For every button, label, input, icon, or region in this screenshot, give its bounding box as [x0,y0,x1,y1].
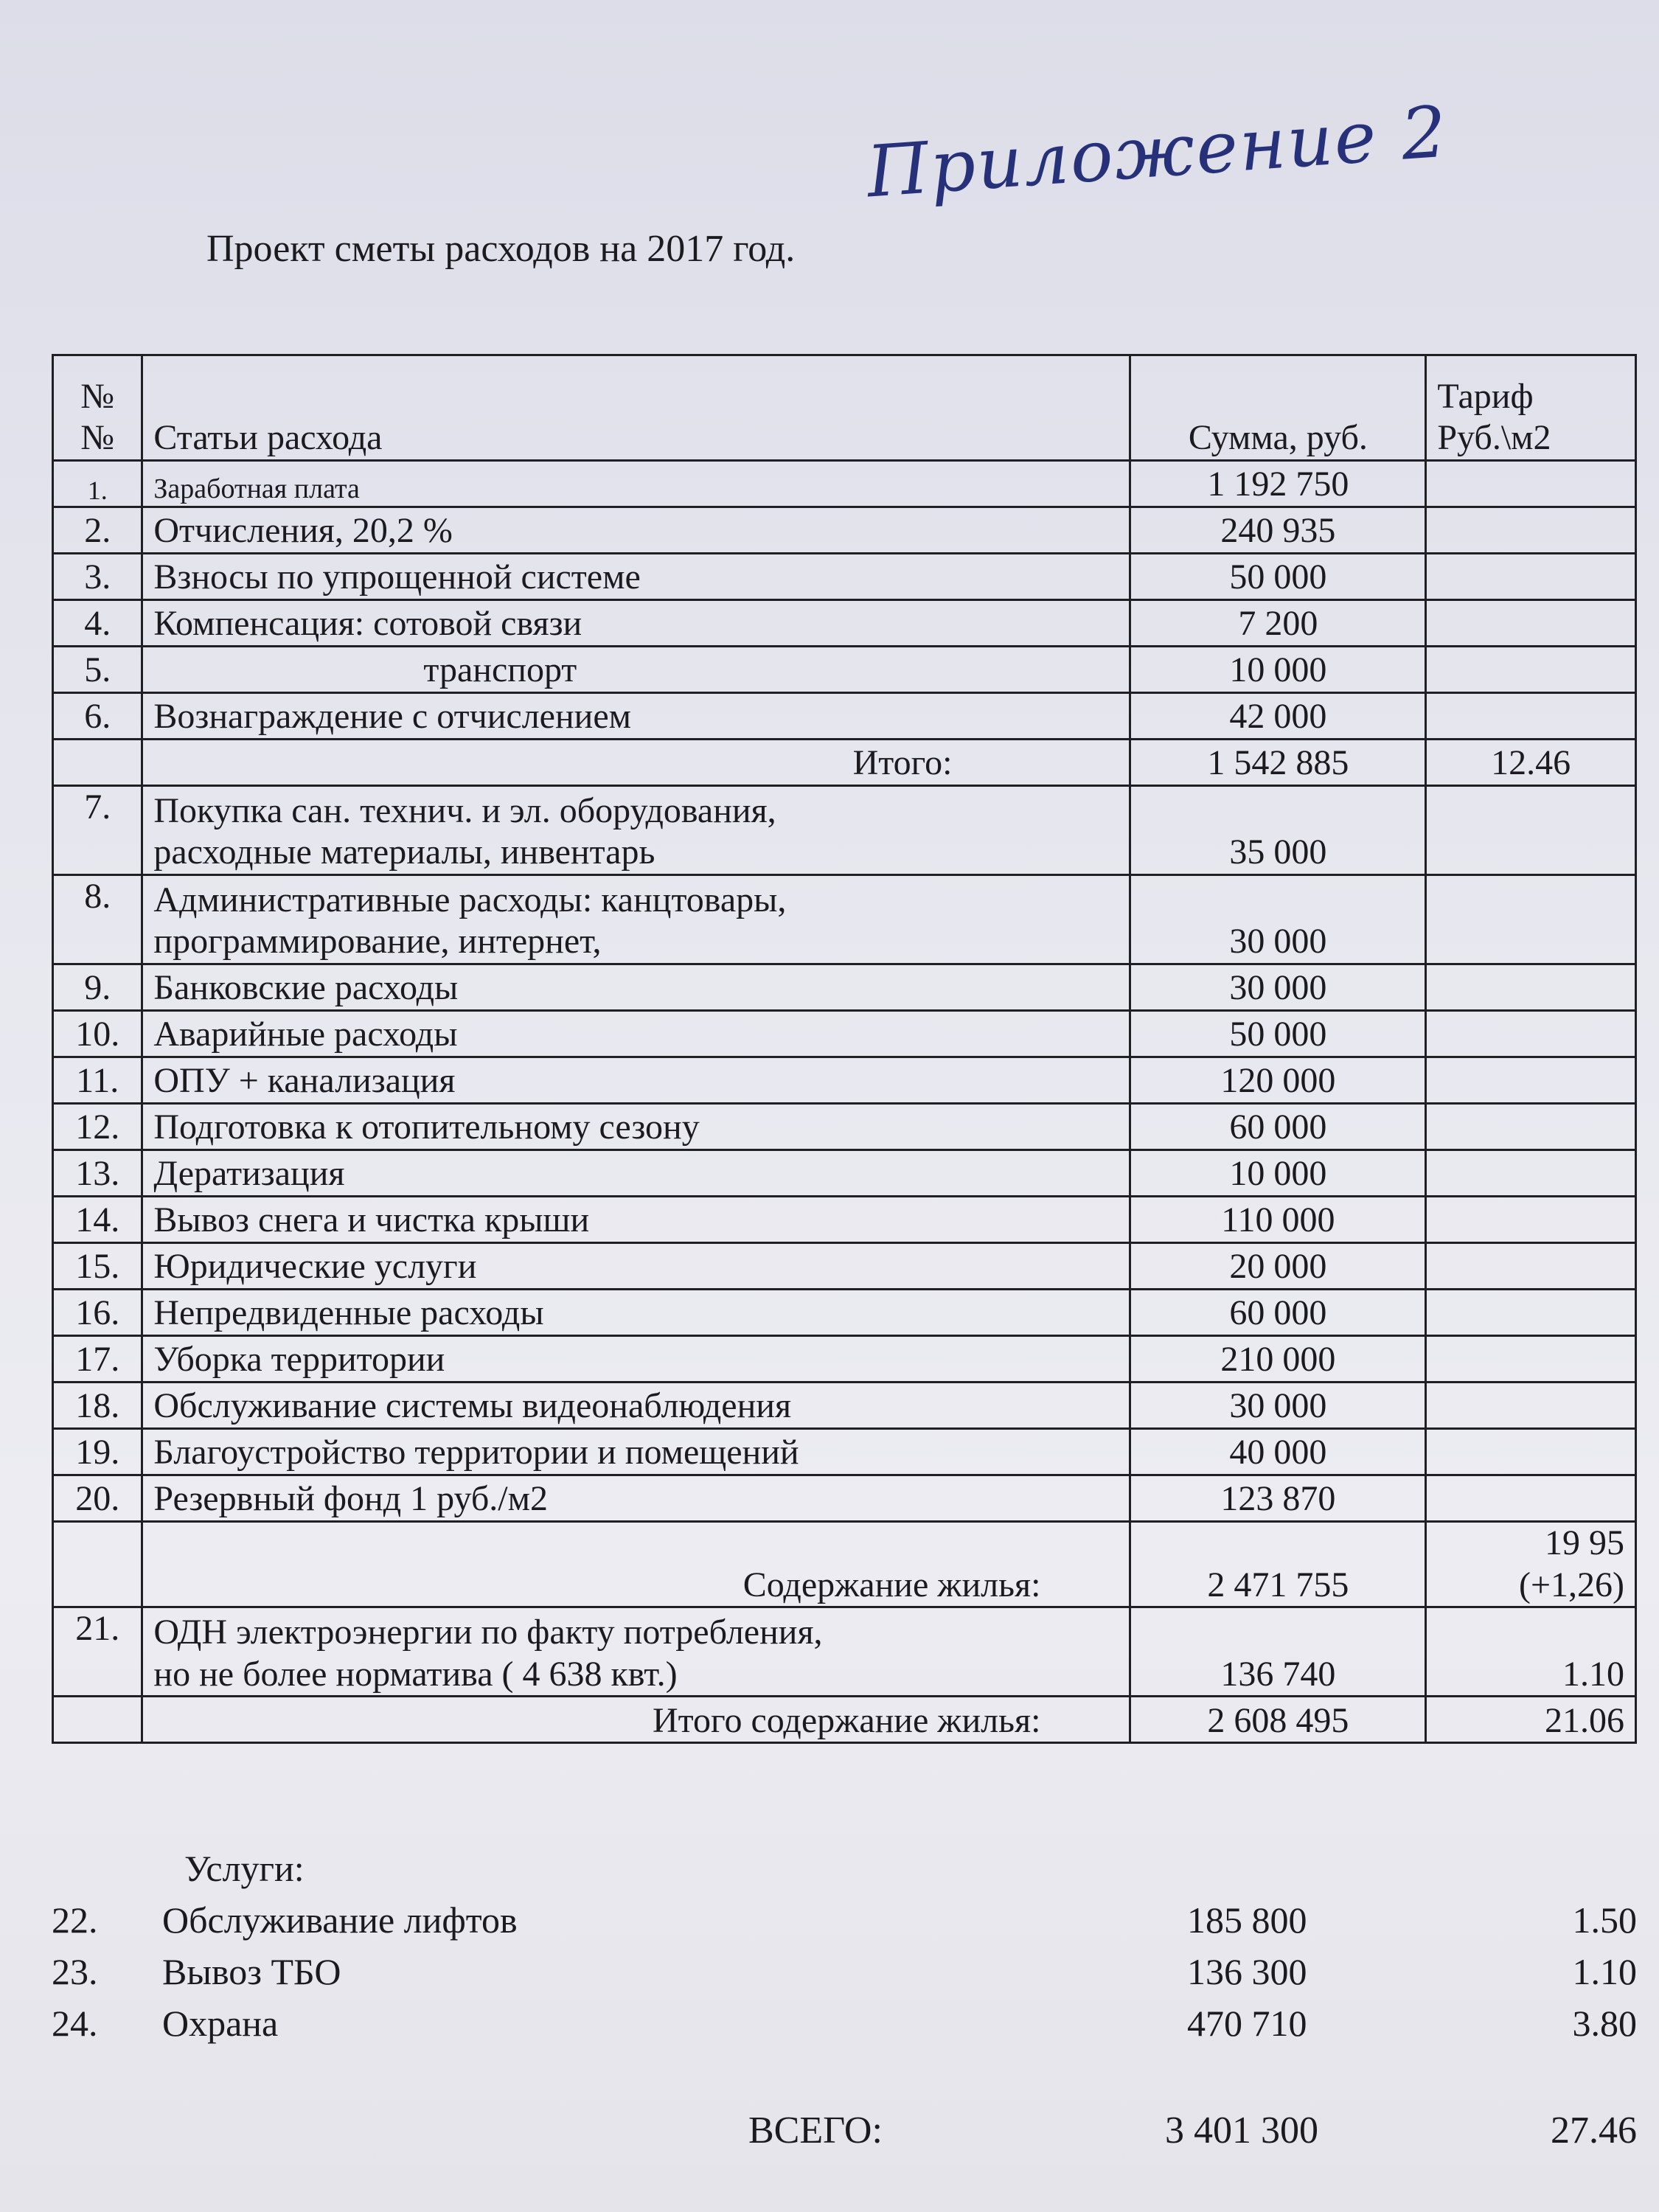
grand-total-label: ВСЕГО: [748,2110,883,2152]
total-housing-row [53,1697,1636,1743]
table-row: 19. Благоустройство территории и помещений 40 000 [53,1429,1636,1475]
estimate-table [52,354,1637,1744]
table-header-row [53,355,1636,461]
grand-total-tariff: 27.46 [1551,2110,1637,2152]
table-row: 12. Подготовка к отопительному сезону 60 000 [53,1104,1636,1150]
table-row: 4. Компенсация: сотовой связи 7 200 [53,600,1636,647]
subtotal-sum: 2 471 755 [1130,1522,1426,1607]
table-row: 15. Юридические услуги 20 000 [53,1243,1636,1290]
subtotal-tariff: 19 95 (+1,26) [1426,1522,1636,1607]
table-row: 10. Аварийные расходы 50 000 [53,1011,1636,1057]
services-header: Услуги: [184,1848,305,1889]
grand-total-sum: 3 401 300 [1165,2110,1318,2152]
subtotal-label: Содержание жилья: [142,1522,1130,1607]
list-item: 22. Обслуживание лифтов 185 800 1.50 [52,1899,1637,1941]
table-row: 6. Вознаграждение с отчислением 42 000 [53,693,1636,740]
table-row: 9. Банковские расходы 30 000 [53,964,1636,1011]
subtotal-label: Итого содержание жилья: [142,1697,1130,1743]
table-row: 17. Уборка территории 210 000 [53,1336,1636,1382]
table-row: 8. Административные расходы: канцтовары, программирование, интернет, 30 000 [53,875,1636,964]
table-row: 2. Отчисления, 20,2 % 240 935 [53,507,1636,554]
table-row: 5. транспорт 10 000 [53,647,1636,693]
subtotal-tariff: 21.06 [1426,1697,1636,1743]
subtotal-label: Итого: [142,740,1130,786]
table-row: 1. Заработная плата 1 192 750 [53,461,1636,507]
header-number: № № [53,355,142,461]
table-row: 20. Резервный фонд 1 руб./м2 123 870 [53,1475,1636,1522]
table-row: 7. Покупка сан. технич. и эл. оборудования, расходные материалы, инвентарь 35 000 [53,786,1636,875]
table-row: 16. Непредвиденные расходы 60 000 [53,1290,1636,1336]
subtotal-sum: 2 608 495 [1130,1697,1426,1743]
grand-total-row [52,2109,1637,2160]
subtotal-sum: 1 542 885 [1130,740,1426,786]
table-row: 18. Обслуживание системы видеонаблюдения 30 000 [53,1382,1636,1429]
header-sum: Сумма, руб. [1130,355,1426,461]
table-row: 13. Дератизация 10 000 [53,1150,1636,1197]
list-item: 24. Охрана 470 710 3.80 [52,2003,1637,2044]
subtotal-row [53,1522,1636,1607]
header-item: Статьи расхода [142,355,1130,461]
table-row: 21. ОДН электроэнергии по факту потребления, но не более норматива ( 4 638 квт.) 136 740 1.10 [53,1607,1636,1697]
subtotal-tariff: 12.46 [1426,740,1636,786]
table-row: 3. Взносы по упрощенной системе 50 000 [53,554,1636,600]
handwritten-annotation: Приложение 2 [864,90,1451,214]
services-section [52,1847,1637,2053]
header-tariff: Тариф Руб.\м2 [1426,355,1636,461]
table-row: 14. Вывоз снега и чистка крыши 110 000 [53,1197,1636,1243]
document-title: Проект сметы расходов на 2017 год. [206,228,796,270]
table-row: 11. ОПУ + канализация 120 000 [53,1057,1636,1104]
subtotal-row [53,740,1636,786]
list-item: 23. Вывоз ТБО 136 300 1.10 [52,1951,1637,1992]
